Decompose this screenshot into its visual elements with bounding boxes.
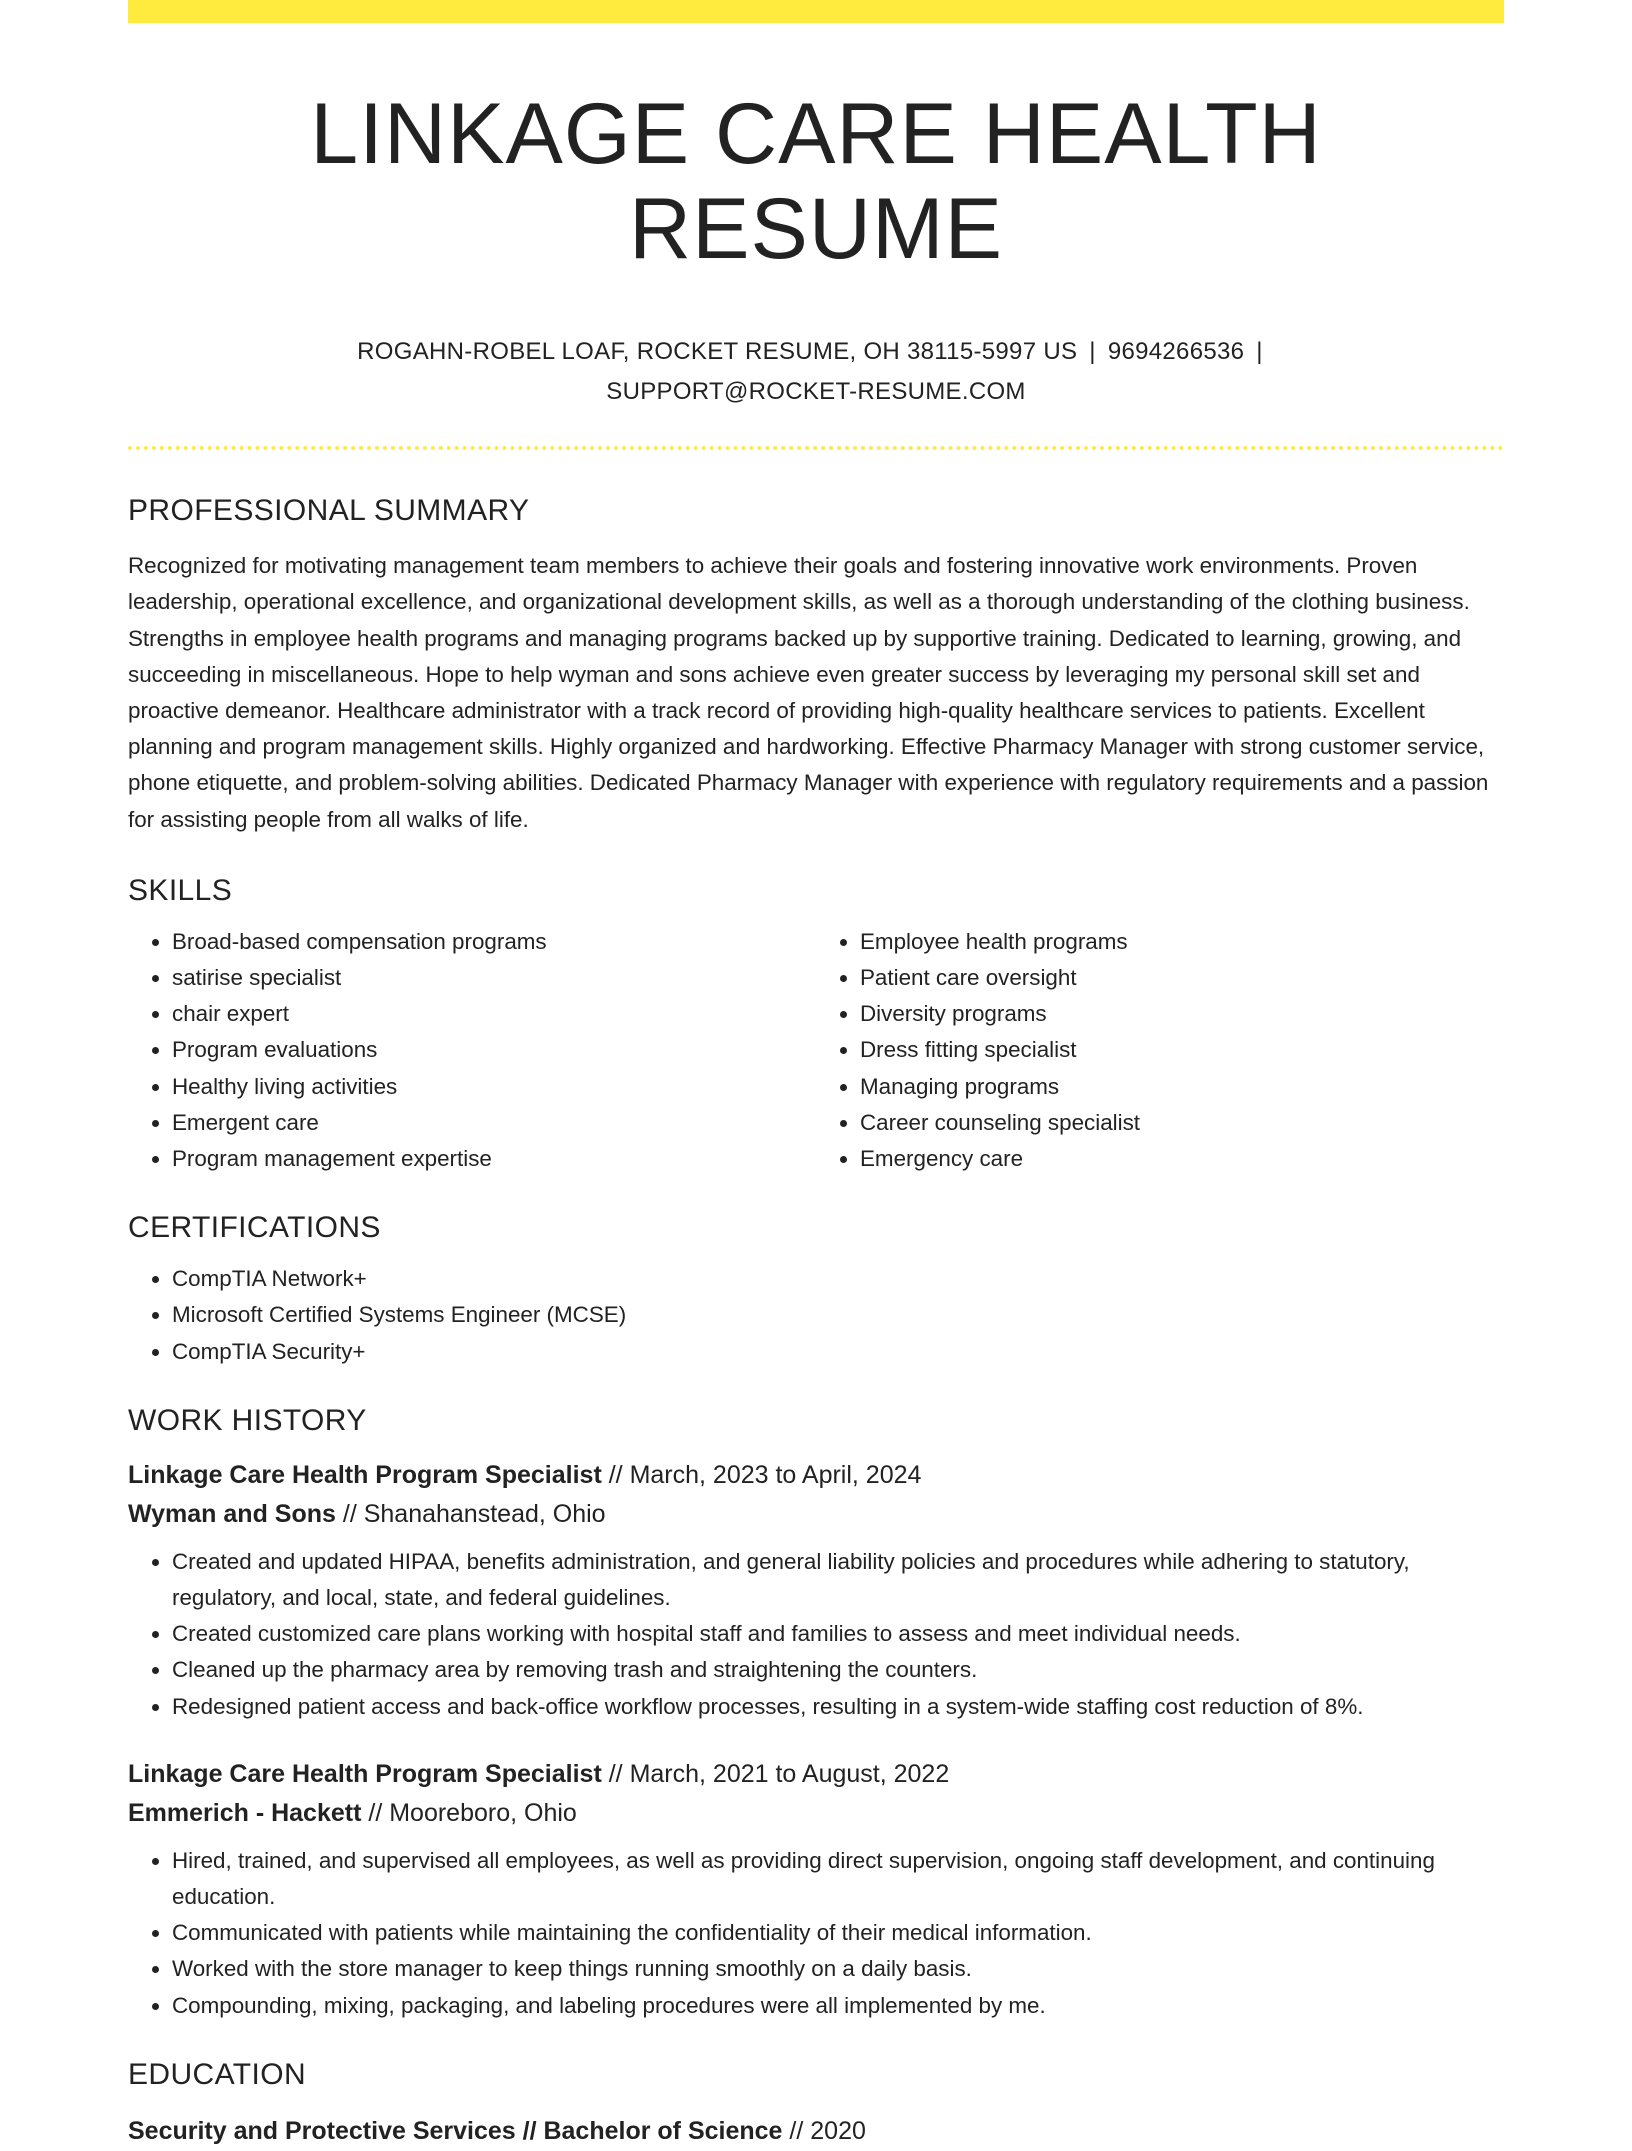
job-location: // Shanahanstead, Ohio (342, 1499, 606, 1528)
job-company-line (128, 1794, 1504, 1833)
skills-column-right (816, 924, 1504, 1177)
certification-item: • CompTIA Network+ (172, 1261, 1504, 1297)
job-dates: // March, 2023 to April, 2024 (608, 1460, 922, 1489)
job-bullet: • Created and updated HIPAA, benefits administration, and general liability policies and procedures while adhering to statutory, regulatory, and local, state, and federal guidelines. (172, 1544, 1504, 1616)
education-year: // 2020 (789, 2116, 866, 2145)
resume-title: LINKAGE CARE HEALTH RESUME (310, 86, 1322, 277)
top-accent-bar (128, 0, 1504, 23)
contact-separator: | (1089, 338, 1096, 366)
job-dates: // March, 2021 to August, 2022 (608, 1759, 950, 1788)
job-bullet: • Redesigned patient access and back-office workflow processes, resulting in a system-wide staffing cost reduction of 8%. (172, 1689, 1504, 1725)
summary-text: Recognized for motivating management team members to achieve their goals and fostering innovative work environments. Proven leadership, operational excellence, and organizational development skills, as well as a thorough understanding of the clothing business. Strengths in employee health programs and managing programs backed up by supportive training. Dedicated to learning, growing, and succeeding in miscellaneous. Hope to help wyman and sons achieve even greater success by leveraging my personal skill set and proactive demeanor. Healthcare administrator with a track record of providing high-quality healthcare services to patients. Excellent planning and program management skills. Highly organized and hardworking. Effective Pharmacy Manager with strong customer service, phone etiquette, and problem-solving abilities. Dedicated Pharmacy Manager with experience with regulatory requirements and a passion for assisting people from all walks of life. (128, 553, 1489, 832)
certifications-list (128, 1261, 1504, 1370)
skill-item: • Career counseling specialist (860, 1105, 1504, 1141)
summary-heading: PROFESSIONAL SUMMARY (128, 494, 530, 528)
skill-item: • Broad-based compensation programs (172, 924, 816, 960)
contact-separator: | (1256, 338, 1263, 366)
skill-item: • Patient care oversight (860, 960, 1504, 996)
job-title: Linkage Care Health Program Specialist (128, 1460, 602, 1489)
job-entry (128, 1755, 1504, 2024)
skill-item: • chair expert (172, 996, 816, 1032)
education-heading: EDUCATION (128, 2057, 307, 2091)
job-bullets (128, 1843, 1504, 2024)
dotted-divider (128, 446, 1504, 450)
skill-item: • Diversity programs (860, 996, 1504, 1032)
job-bullet: • Communicated with patients while maintaining the confidentiality of their medical information. (172, 1915, 1504, 1951)
education-degree: Security and Protective Services // Bachelor of Science (128, 2116, 783, 2145)
job-title: Linkage Care Health Program Specialist (128, 1759, 602, 1788)
skill-item: • Emergent care (172, 1105, 816, 1141)
contact-info (128, 332, 1504, 412)
work-history-heading: WORK HISTORY (128, 1403, 367, 1437)
job-company-line (128, 1495, 1504, 1534)
job-bullet: • Created customized care plans working with hospital staff and families to assess and meet individual needs. (172, 1616, 1504, 1652)
skill-item: • Program management expertise (172, 1141, 816, 1177)
contact-phone[interactable]: 9694266536 (1107, 338, 1245, 366)
skill-item: • Employee health programs (860, 924, 1504, 960)
contact-address: ROGAHN-ROBEL LOAF, ROCKET RESUME, OH 38115-5997 US (357, 338, 1078, 366)
certification-item: • Microsoft Certified Systems Engineer (MCSE) (172, 1297, 1504, 1333)
job-bullet: • Cleaned up the pharmacy area by removing trash and straightening the counters. (172, 1652, 1504, 1688)
skills-column-left (128, 924, 816, 1177)
skills-list (128, 924, 1504, 1177)
job-company: Wyman and Sons (128, 1499, 336, 1528)
job-location: // Mooreboro, Ohio (368, 1798, 577, 1827)
skill-item: • Program evaluations (172, 1032, 816, 1068)
education-entry (128, 2112, 1504, 2151)
skill-item: • Managing programs (860, 1069, 1504, 1105)
skill-item: • Emergency care (860, 1141, 1504, 1177)
skills-heading: SKILLS (128, 873, 233, 907)
contact-line-2 (128, 372, 1504, 412)
certifications-heading: CERTIFICATIONS (128, 1211, 381, 1245)
job-entry (128, 1456, 1504, 1725)
job-bullet: • Worked with the store manager to keep things running smoothly on a daily basis. (172, 1951, 1504, 1987)
resume-page (128, 0, 1504, 2151)
job-bullets (128, 1544, 1504, 1725)
skill-item: • Healthy living activities (172, 1069, 816, 1105)
job-bullet: • Compounding, mixing, packaging, and labeling procedures were all implemented by me. (172, 1988, 1504, 2024)
job-bullet: • Hired, trained, and supervised all employees, as well as providing direct supervision, ongoing staff development, and continuing education. (172, 1843, 1504, 1915)
skill-item: • satirise specialist (172, 960, 816, 996)
certification-item: • CompTIA Security+ (172, 1334, 1504, 1370)
job-company: Emmerich - Hackett (128, 1798, 362, 1827)
skill-item: • Dress fitting specialist (860, 1032, 1504, 1068)
job-title-line (128, 1456, 1504, 1495)
job-title-line (128, 1755, 1504, 1794)
contact-line-1 (128, 332, 1504, 372)
contact-email[interactable]: SUPPORT@ROCKET-RESUME.COM (606, 378, 1026, 406)
